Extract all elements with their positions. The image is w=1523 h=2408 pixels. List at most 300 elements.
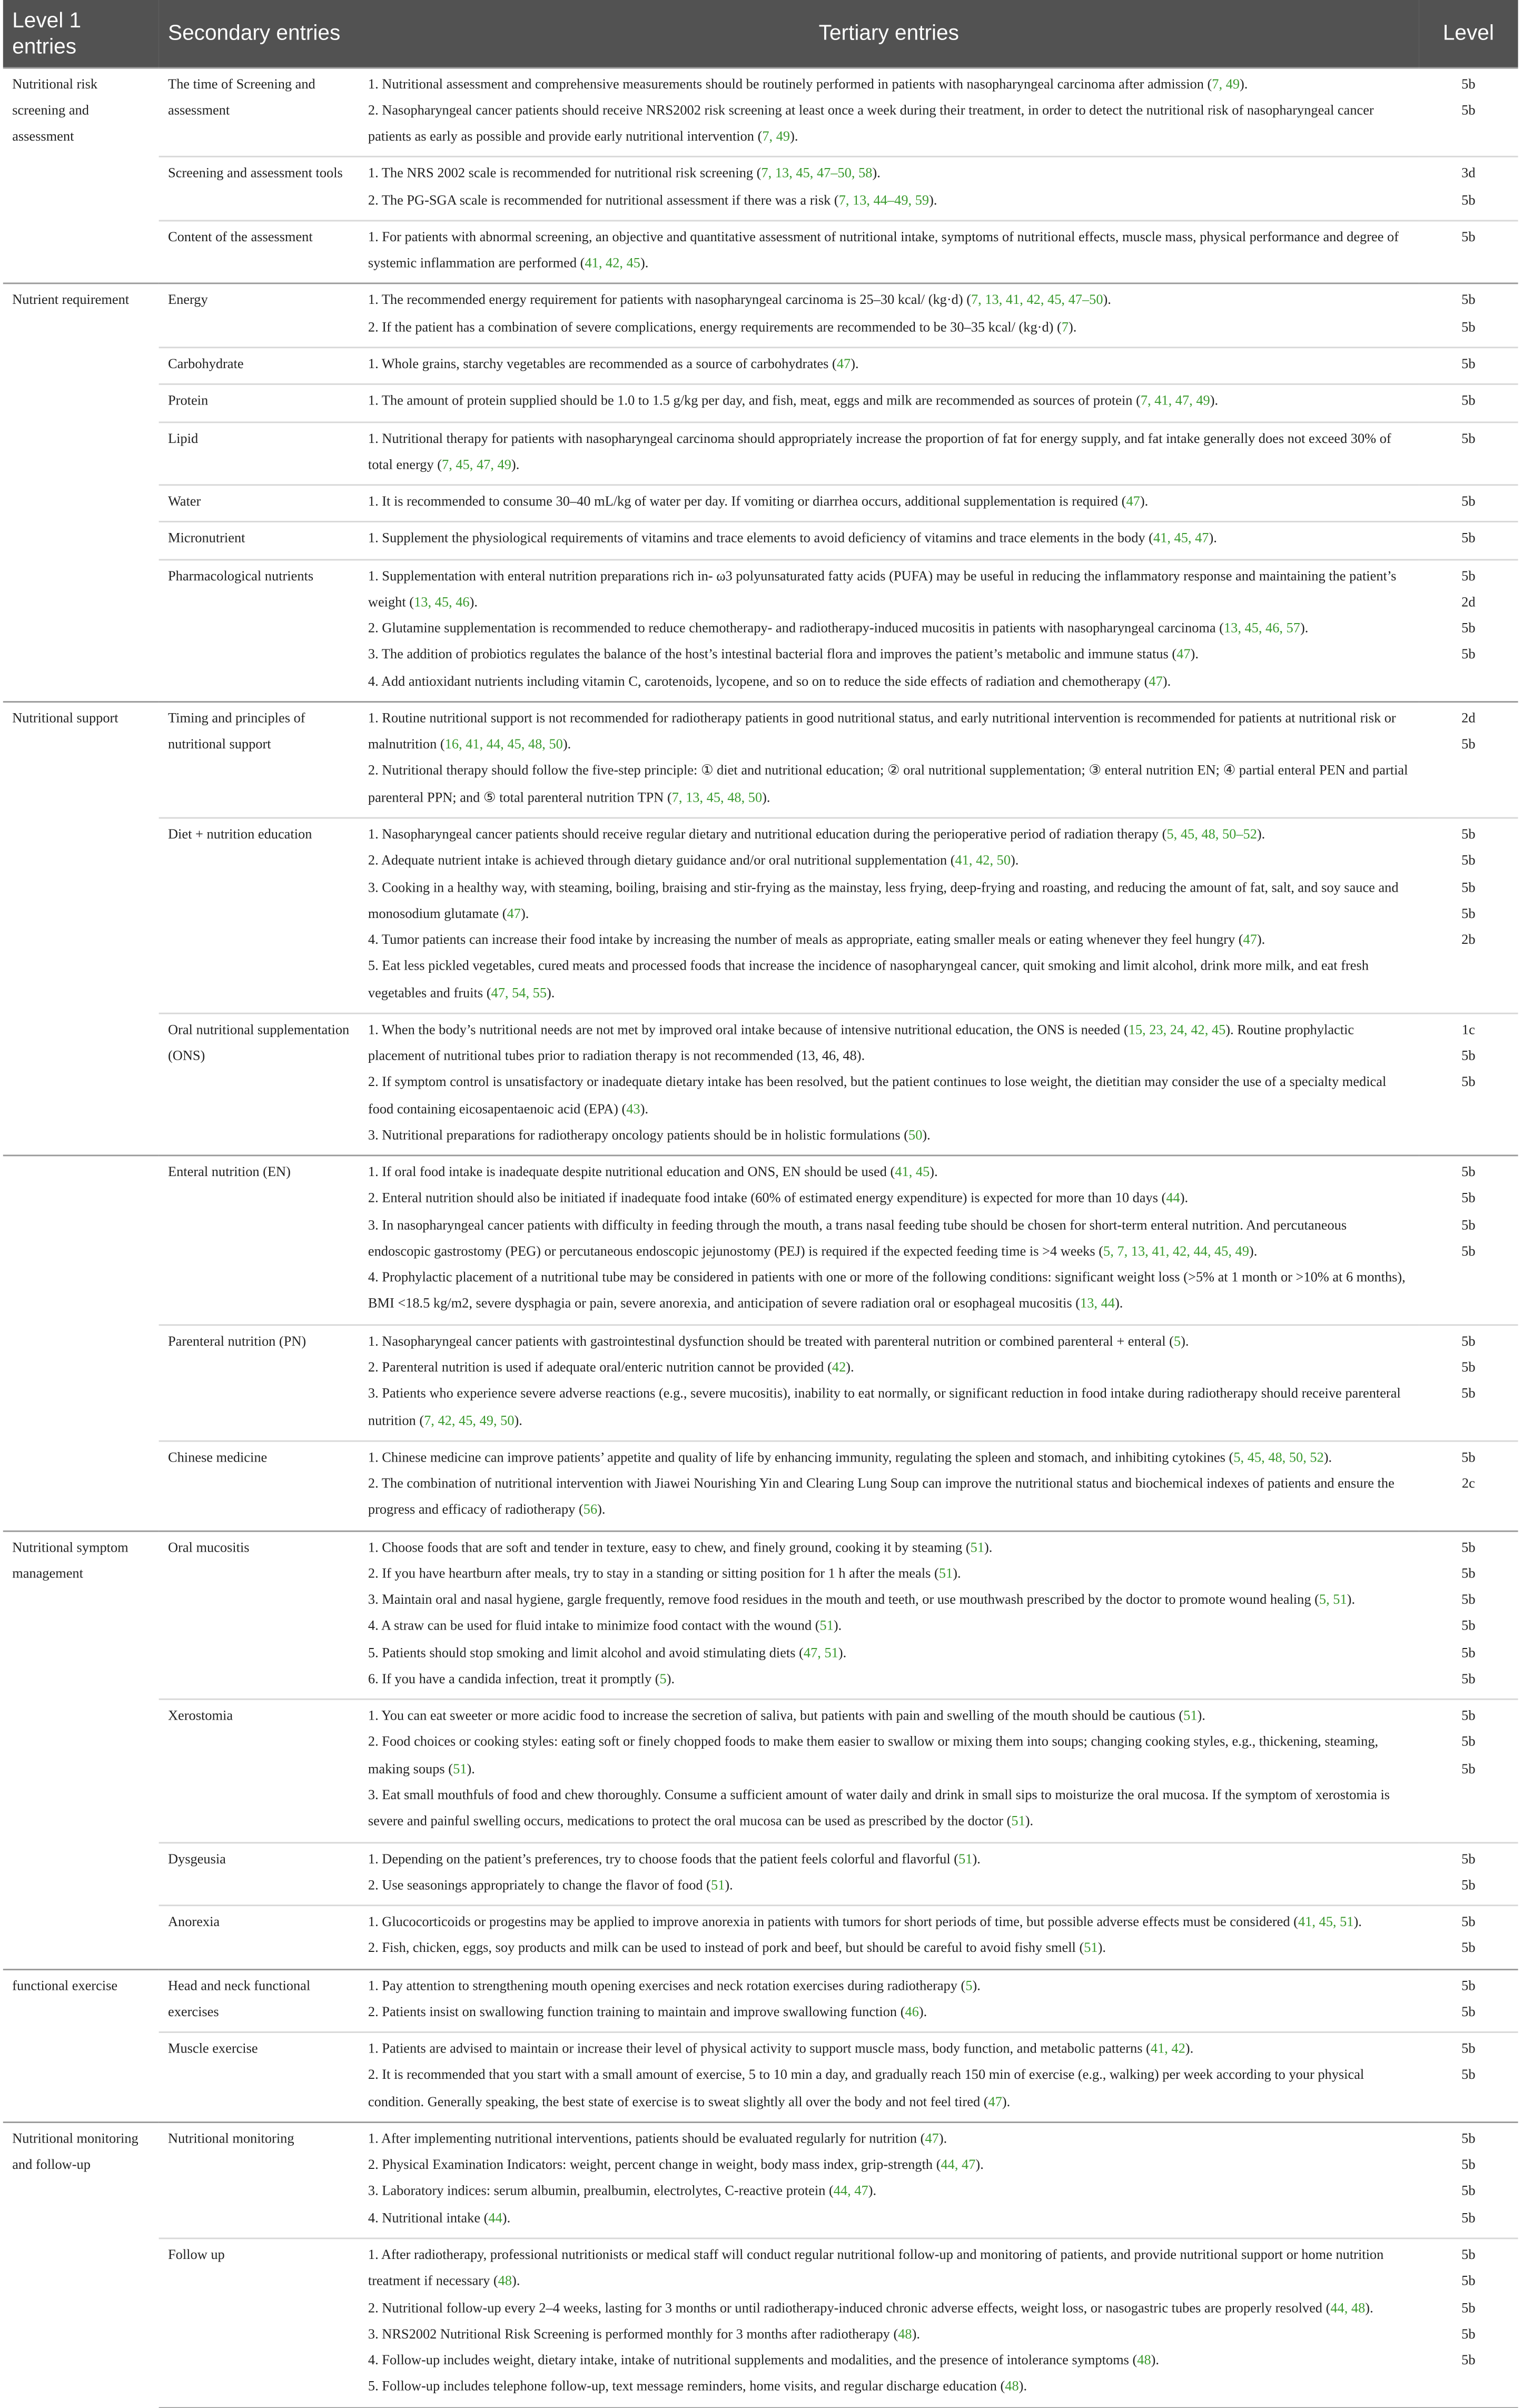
entry-text: 3. Cooking in a healthy way, with steaming, boiling, braising and stir-frying as the mainstay, less frying, deep-frying and roasting, and reducing the amount of fat, salt, and soy sauce and monosodium glutamate ( [368, 879, 1399, 921]
entry-text: 1. Patients are advised to maintain or increase their level of physical activity to support muscle mass, body function, and metabolic patterns ( [368, 2040, 1151, 2056]
secondary-cell: Enteral nutrition (EN) [159, 1156, 359, 1325]
entry-refs: 47 [836, 356, 851, 371]
level-cell [1419, 221, 1518, 284]
tertiary-cell [359, 818, 1419, 1013]
entry-refs: 7, 13, 45, 48, 50 [671, 789, 763, 805]
level-value: 5b [1461, 567, 1476, 583]
level-value: 5b [1461, 1449, 1476, 1465]
entry-text: 2. Physical Examination Indicators: weight, percent change in weight, body mass index, grip-strength ( [368, 2157, 941, 2173]
tertiary-cell [359, 2032, 1419, 2123]
level-value: 1c [1461, 1021, 1475, 1037]
tertiary-cell [359, 1325, 1419, 1441]
tertiary-entry [368, 1328, 1410, 1355]
level-value: 5b [1461, 1940, 1476, 1956]
table-row [3, 702, 1518, 818]
entry-end: ). [1069, 319, 1077, 334]
tertiary-entry [368, 288, 1410, 314]
entry-text: 4. A straw can be used for fluid intake to minimize food contact with the wound ( [368, 1618, 820, 1634]
tertiary-entry [368, 1936, 1410, 1962]
entry-end: ). [1365, 2299, 1373, 2315]
level-value: 5b [1461, 2067, 1476, 2083]
entry-end: ). [1197, 1708, 1205, 1723]
entry-text: 2. Nutritional therapy should follow the five-step principle: ① diet and nutritional education; ② oral nutritional supplementation; ③ enteral nutrition EN; ④ partial enteral PEN and partial parenteral PPN; and ⑤ total parenteral nutrition TPN ( [368, 763, 1408, 805]
tertiary-cell [359, 1156, 1419, 1325]
table-row [3, 221, 1518, 284]
entry-refs: 15, 23, 24, 42, 45 [1128, 1021, 1226, 1037]
level-value: 5b [1461, 826, 1476, 842]
entry-text: 1. Nasopharyngeal cancer patients with gastrointestinal dysfunction should be treated with parenteral nutrition or combined parenteral + enteral ( [368, 1333, 1174, 1348]
entry-refs: 5, 51 [1319, 1592, 1347, 1607]
level-cell [1419, 818, 1518, 1013]
tertiary-entry [368, 2321, 1410, 2347]
secondary-cell: Parenteral nutrition (PN) [159, 1325, 359, 1441]
level-value: 5b [1461, 1977, 1476, 1993]
table-row [3, 1842, 1518, 1905]
entry-text: 6. If you have a candida infection, treat it promptly ( [368, 1671, 660, 1686]
entry-text: 2. Patients insist on swallowing function training to maintain and improve swallowing function ( [368, 2004, 905, 2019]
level-value: 5b [1461, 1734, 1476, 1750]
entry-text: 2. The PG-SGA scale is recommended for nutritional assessment if there was a risk ( [368, 192, 839, 208]
tertiary-cell [359, 157, 1419, 220]
entry-refs: 47 [1243, 932, 1257, 948]
secondary-cell: Diet + nutrition education [159, 818, 359, 1013]
secondary-cell: Content of the assessment [159, 221, 359, 284]
level-value: 5b [1461, 1217, 1476, 1232]
entry-text: 1. Nutritional assessment and comprehensive measurements should be routinely performed in patients with nasopharyngeal carcinoma after admission ( [368, 75, 1212, 91]
tertiary-entry [368, 1160, 1410, 1186]
entry-end: ). [762, 789, 770, 805]
entry-refs: 51 [1084, 1940, 1098, 1956]
entry-text: 1. The recommended energy requirement for patients with nasopharyngeal carcinoma is 25–30 kcal/ (kg·d) ( [368, 292, 971, 308]
entry-end: ). [467, 1760, 475, 1776]
secondary-cell: Pharmacological nutrients [159, 559, 359, 702]
level-cell [1419, 384, 1518, 421]
secondary-cell: Muscle exercise [159, 2032, 359, 2123]
entry-refs: 41, 45 [895, 1164, 930, 1180]
entry-refs: 7 [1061, 319, 1069, 334]
tertiary-entry [368, 2126, 1410, 2153]
level1-cell [3, 1156, 159, 1531]
entry-text: 1. Pay attention to strengthening mouth opening exercises and neck rotation exercises during radiotherapy ( [368, 1977, 966, 1993]
tertiary-entry [368, 1999, 1410, 2026]
entry-end: ). [1190, 646, 1199, 662]
secondary-cell: Oral mucositis [159, 1531, 359, 1700]
tertiary-entry [368, 1534, 1410, 1561]
entry-end: ). [1300, 620, 1309, 636]
entry-refs: 47 [1126, 493, 1140, 509]
entry-refs: 44 [1166, 1190, 1180, 1206]
level-cell [1419, 559, 1518, 702]
tertiary-entry [368, 1846, 1410, 1872]
entry-end: ). [938, 2130, 947, 2146]
entry-refs: 51 [970, 1539, 985, 1555]
level-value: 5b [1461, 1592, 1476, 1607]
level-value: 5b [1461, 229, 1476, 244]
tertiary-entry [368, 1471, 1410, 1524]
tertiary-entry [368, 668, 1410, 695]
tertiary-entry [368, 642, 1410, 668]
entry-refs: 51 [710, 1877, 725, 1892]
entry-end: ). [1240, 75, 1248, 91]
tertiary-entry [368, 563, 1410, 616]
entry-text: 3. Eat small mouthfuls of food and chew thoroughly. Consume a sufficient amount of water daily and drink in small sips to moisturize the oral mucosa. If the symptom of xerostomia is severe and painful swelling occurs, medications to protect the oral mucosa can be used as prescribed by the doctor ( [368, 1787, 1390, 1829]
entry-refs: 5 [659, 1671, 667, 1686]
tertiary-cell [359, 284, 1419, 347]
secondary-cell: Timing and principles of nutritional support [159, 702, 359, 818]
entry-text: 2. If symptom control is unsatisfactory or inadequate dietary intake has been resolved, but the patient continues to lose weight, the dietitian may consider the use of a specialty medical food containing eicosapentaenoic acid (EPA) ( [368, 1074, 1387, 1116]
table-row [3, 1156, 1518, 1325]
level1-cell: Nutritional support [3, 702, 159, 1156]
level-value: 5b [1461, 1708, 1476, 1723]
level1-cell: functional exercise [3, 1969, 159, 2122]
level-value: 2d [1461, 594, 1476, 609]
table-row [3, 1969, 1518, 2032]
entry-end: ). [872, 165, 881, 181]
entry-refs: 16, 41, 44, 45, 48, 50 [444, 736, 563, 752]
entry-text: 1. Supplementation with enteral nutrition preparations rich in- ω3 polyunsaturated fatty acids (PUFA) may be useful in reducing the inflammatory response and maintaining the patient’s weight ( [368, 567, 1397, 609]
entry-end: ). [838, 1644, 847, 1660]
tertiary-entry [368, 1872, 1410, 1899]
entry-refs: 7, 42, 45, 49, 50 [424, 1412, 515, 1428]
entry-text: 1. After implementing nutritional interventions, patients should be evaluated regularly for nutrition ( [368, 2130, 925, 2146]
entry-refs: 56 [583, 1502, 598, 1517]
tertiary-entry [368, 1212, 1410, 1265]
table-row [3, 157, 1518, 220]
entry-refs: 47 [988, 2093, 1002, 2109]
secondary-cell: Protein [159, 384, 359, 421]
entry-refs: 13, 44 [1080, 1296, 1115, 1311]
entry-end: ). [1353, 1913, 1362, 1929]
entry-end: ). [1011, 852, 1019, 868]
secondary-cell: Nutritional monitoring [159, 2122, 359, 2238]
level-value: 5b [1461, 2183, 1476, 2199]
level-value: 5b [1461, 2299, 1476, 2315]
level-value: 2b [1461, 932, 1476, 948]
entry-end: ). [984, 1539, 993, 1555]
entry-end: ). [520, 905, 529, 921]
entry-text: 4. Add antioxidant nutrients including vitamin C, carotenoids, lycopene, and so on to reduce the side effects of radiation and chemotherapy ( [368, 673, 1149, 688]
secondary-cell: Follow up [159, 2238, 359, 2407]
level-cell [1419, 522, 1518, 559]
entry-text: 3. NRS2002 Nutritional Risk Screening is performed monthly for 3 months after radiotherapy ( [368, 2326, 898, 2342]
tertiary-cell [359, 348, 1419, 384]
entry-refs: 48 [1137, 2352, 1151, 2368]
table-body [3, 67, 1518, 2407]
secondary-cell: Oral nutritional supplementation (ONS) [159, 1013, 359, 1156]
table-row [3, 1441, 1518, 1531]
level-value: 5b [1461, 393, 1476, 409]
entry-text: 2. Nasopharyngeal cancer patients should receive NRS2002 risk screening at least once a week during their treatment, in order to detect the nutritional risk of nasopharyngeal cancer patients as early as possible and provide early nutritional intervention ( [368, 102, 1374, 144]
level-value: 5b [1461, 1243, 1476, 1259]
entry-text: 1. Nasopharyngeal cancer patients should receive regular dietary and nutritional education during the perioperative period of radiation therapy ( [368, 826, 1167, 842]
entry-text: 2. The combination of nutritional intervention with Jiawei Nourishing Yin and Clearing Lung Soup can improve the nutritional status and biochemical indexes of patients and ensure the progress and efficacy of radiotherapy ( [368, 1475, 1395, 1517]
entry-refs: 5 [965, 1977, 973, 1993]
tertiary-entry [368, 706, 1410, 758]
entry-end: ). [1185, 2040, 1194, 2056]
secondary-cell: Micronutrient [159, 522, 359, 559]
secondary-cell: Dysgeusia [159, 1842, 359, 1905]
entry-text: 2. Food choices or cooking styles: eating soft or finely chopped foods to make them easier to swallow or mixing them into soups; changing cooking styles, e.g., thickening, steaming, making soups ( [368, 1734, 1379, 1776]
entry-refs: 41, 42, 50 [955, 852, 1011, 868]
secondary-cell: Screening and assessment tools [159, 157, 359, 220]
level-value: 5b [1461, 1760, 1476, 1776]
entry-end: ). [1181, 1333, 1189, 1348]
level-cell [1419, 1325, 1518, 1441]
entry-text: 1. You can eat sweeter or more acidic food to increase the secretion of saliva, but patients with pain and swelling of the mouth should be cautious ( [368, 1708, 1184, 1723]
entry-end: ). [929, 192, 937, 208]
entry-text: 1. After radiotherapy, professional nutritionists or medical staff will conduct regular nutritional follow-up and monitoring of patients, and provide nutritional support or home nutrition treatment if necessary ( [368, 2246, 1384, 2288]
secondary-cell: Carbohydrate [159, 348, 359, 384]
entry-refs: 13, 45, 46 [414, 594, 470, 609]
entry-text: 1. The NRS 2002 scale is recommended for nutritional risk screening ( [368, 165, 762, 181]
entry-end: ). [502, 2209, 511, 2225]
entry-end: ). [1097, 1940, 1106, 1956]
entry-text: 1. When the body’s nutritional needs are not met by improved oral intake because of intensive nutritional education, the ONS is needed ( [368, 1021, 1129, 1037]
tertiary-entry [368, 1381, 1410, 1434]
entry-end: ). [597, 1502, 606, 1517]
entry-text: 1. Routine nutritional support is not recommended for radiotherapy patients in good nutritional status, and early nutritional intervention is recommended for patients at nutritional risk or malnutrition ( [368, 710, 1396, 752]
level-value: 5b [1461, 430, 1476, 446]
entry-refs: 42 [832, 1359, 846, 1375]
secondary-cell: Head and neck functional exercises [159, 1969, 359, 2032]
tertiary-cell [359, 1906, 1419, 1969]
tertiary-entry [368, 2295, 1410, 2321]
tertiary-entry [368, 2036, 1410, 2062]
entry-refs: 50 [908, 1127, 923, 1142]
entry-end: ). [1114, 1296, 1123, 1311]
level-value: 5b [1461, 102, 1476, 117]
tertiary-cell [359, 221, 1419, 284]
level-cell [1419, 284, 1518, 347]
entry-refs: 48 [898, 2326, 912, 2342]
entry-end: ). [469, 594, 478, 609]
tertiary-entry [368, 1070, 1410, 1122]
entry-end: ). [512, 2273, 520, 2288]
level-cell [1419, 421, 1518, 485]
entry-text: 2. If the patient has a combination of severe complications, energy requirements are recommended to be 30–35 kcal/ (kg·d) ( [368, 319, 1062, 334]
level-value: 5b [1461, 2209, 1476, 2225]
entry-end: ). [929, 1164, 938, 1180]
entry-end: ). [562, 736, 571, 752]
entry-refs: 51 [453, 1760, 467, 1776]
evidence-table [3, 0, 1518, 2408]
tertiary-cell [359, 522, 1419, 559]
tertiary-entry [368, 71, 1410, 97]
tertiary-entry [368, 1909, 1410, 1936]
entry-text: 2. Nutritional follow-up every 2–4 weeks, lasting for 3 months or until radiotherapy-induced chronic adverse effects, weight loss, or nasogastric tubes are properly resolved ( [368, 2299, 1331, 2315]
level-value: 5b [1461, 192, 1476, 208]
entry-text: 3. Nutritional preparations for radiotherapy oncology patients should be in holistic formulations ( [368, 1127, 909, 1142]
entry-text: 1. Choose foods that are soft and tender in texture, easy to chew, and finely ground, cooking it by steaming ( [368, 1539, 971, 1555]
entry-end: ). [1025, 1813, 1034, 1829]
level-cell [1419, 1441, 1518, 1531]
tertiary-entry [368, 1973, 1410, 1999]
level-cell [1419, 2032, 1518, 2123]
level-value: 5b [1461, 2157, 1476, 2173]
level-value: 5b [1461, 1333, 1476, 1348]
tertiary-cell [359, 1013, 1419, 1156]
table-row [3, 384, 1518, 421]
level-value: 5b [1461, 1539, 1476, 1555]
entry-text: 5. Eat less pickled vegetables, cured meats and processed foods that increase the incidence of nasopharyngeal cancer, quit smoking and limit alcohol, drink more milk, and eat fresh vegetables and fruits ( [368, 958, 1369, 1000]
level-value: 5b [1461, 1190, 1476, 1206]
table-row [3, 2238, 1518, 2407]
tertiary-entry [368, 2205, 1410, 2232]
entry-refs: 7, 13, 44–49, 59 [838, 192, 929, 208]
tertiary-cell [359, 1700, 1419, 1842]
level1-cell: Nutritional symptom management [3, 1531, 159, 1969]
entry-refs: 48 [1005, 2379, 1019, 2394]
entry-end: ). [666, 1671, 675, 1686]
entry-end: ). [640, 1100, 649, 1116]
tertiary-entry [368, 1265, 1410, 1318]
tertiary-entry [368, 1703, 1410, 1730]
entry-end: ). [1162, 673, 1171, 688]
tertiary-entry [368, 2347, 1410, 2374]
secondary-cell: Lipid [159, 421, 359, 485]
level-value: 5b [1461, 1074, 1476, 1090]
table-row [3, 2122, 1518, 2238]
tertiary-cell [359, 1969, 1419, 2032]
entry-refs: 13, 45, 46, 57 [1223, 620, 1300, 636]
entry-refs: 41, 42 [1150, 2040, 1185, 2056]
header-tertiary: Tertiary entries [359, 0, 1419, 67]
tertiary-cell [359, 559, 1419, 702]
level-value: 5b [1461, 852, 1476, 868]
level-value: 5b [1461, 356, 1476, 371]
tertiary-entry [368, 187, 1410, 214]
table-row [3, 284, 1518, 347]
level-value: 5b [1461, 2130, 1476, 2146]
entry-refs: 5, 7, 13, 41, 42, 44, 45, 49 [1103, 1243, 1249, 1259]
entry-text: 3. Patients who experience severe adverse reactions (e.g., severe mucositis), inability to eat normally, or significant reduction in food intake during radiotherapy should receive parenteral nutrition ( [368, 1386, 1401, 1428]
entry-end: ). [640, 255, 649, 271]
entry-text: 2. Adequate nutrient intake is achieved through dietary guidance and/or oral nutritional supplementation ( [368, 852, 955, 868]
level-value: 5b [1461, 1048, 1476, 1063]
level-value: 3d [1461, 165, 1476, 181]
level-cell [1419, 1906, 1518, 1969]
secondary-cell: Energy [159, 284, 359, 347]
table-row [3, 421, 1518, 485]
tertiary-entry [368, 351, 1410, 378]
table-row [3, 348, 1518, 384]
entry-end: ). [511, 456, 520, 472]
tertiary-entry [368, 2242, 1410, 2295]
entry-text: 2. It is recommended that you start with a small amount of exercise, 5 to 10 min a day, and gradually reach 150 min of exercise (e.g., walking) per week according to your physical condition. Generally speaking, the best state of exercise is to sweat slightly all over the body and not feel tired ( [368, 2067, 1364, 2109]
level-value: 5b [1461, 319, 1476, 334]
tertiary-cell [359, 1441, 1419, 1531]
entry-refs: 51 [958, 1850, 973, 1866]
level-value: 2c [1461, 1475, 1475, 1491]
level1-cell: Nutritional monitoring and follow-up [3, 2122, 159, 2407]
level-value: 5b [1461, 1913, 1476, 1929]
entry-refs: 46 [905, 2004, 919, 2019]
tertiary-entry [368, 1017, 1410, 1070]
level-cell [1419, 2238, 1518, 2407]
entry-text: 1. The amount of protein supplied should be 1.0 to 1.5 g/kg per day, and fish, meat, eggs and milk are recommended as sources of protein ( [368, 393, 1141, 409]
secondary-cell: The time of Screening and assessment [159, 67, 359, 157]
level-value: 5b [1461, 1164, 1476, 1180]
entry-refs: 47 [1149, 673, 1163, 688]
entry-end: ). [972, 1977, 981, 1993]
level-cell [1419, 485, 1518, 522]
entry-refs: 47, 54, 55 [491, 984, 547, 1000]
tertiary-entry [368, 1122, 1410, 1149]
entry-refs: 7, 13, 41, 42, 45, 47–50 [971, 292, 1103, 308]
entry-refs: 5, 45, 48, 50, 52 [1233, 1449, 1324, 1465]
tertiary-entry [368, 2374, 1410, 2401]
entry-refs: 47 [925, 2130, 939, 2146]
entry-end: ). [547, 984, 555, 1000]
tertiary-cell [359, 421, 1419, 485]
tertiary-entry [368, 1561, 1410, 1587]
entry-text: 2. Enteral nutrition should also be initiated if inadequate food intake (60% of estimated energy expenditure) is expected for more than 10 days ( [368, 1190, 1166, 1206]
level-value: 5b [1461, 530, 1476, 546]
entry-text: 1. For patients with abnormal screening, an objective and quantitative assessment of nutritional intake, symptoms of nutritional effects, muscle mass, physical performance and degree of systemic inflammation are performed ( [368, 229, 1399, 271]
entry-end: ). [1103, 292, 1111, 308]
level-value: 5b [1461, 1565, 1476, 1581]
header-secondary: Secondary entries [159, 0, 359, 67]
tertiary-entry [368, 1186, 1410, 1212]
level-value: 5b [1461, 1359, 1476, 1375]
header-row [3, 0, 1518, 67]
table-row [3, 67, 1518, 157]
entry-end: ). [1209, 530, 1217, 546]
tertiary-entry [368, 2062, 1410, 2115]
tertiary-cell [359, 384, 1419, 421]
level-cell [1419, 1842, 1518, 1905]
entry-end: ). [1347, 1592, 1356, 1607]
level-value: 5b [1461, 1618, 1476, 1634]
entry-refs: 44, 47 [833, 2183, 868, 2199]
entry-end: ). [918, 2004, 927, 2019]
tertiary-entry [368, 489, 1410, 515]
header-level1: Level 1 entries [3, 0, 159, 67]
entry-text: 2. Glutamine supplementation is recommended to reduce chemotherapy- and radiotherapy-induced mucositis in patients with nasopharyngeal carcinoma ( [368, 620, 1224, 636]
entry-refs: 51 [1011, 1813, 1025, 1829]
entry-text: 3. In nasopharyngeal cancer patients with difficulty in feeding through the mouth, a trans nasal feeding tube should be chosen for short-term enteral nutrition. And percutaneous endoscopic gastrostomy (PEG) or percutaneous endoscopic jejunostomy (PEJ) is required if the expected feeding time is >4 weeks ( [368, 1217, 1347, 1259]
entry-text: 4. Tumor patients can increase their food intake by increasing the number of meals as appropriate, eating smaller meals or eating whenever they feel hungry ( [368, 932, 1243, 948]
level-value: 5b [1461, 1877, 1476, 1892]
entry-text: 5. Follow-up includes telephone follow-up, text message reminders, home visits, and regular discharge education ( [368, 2379, 1005, 2394]
entry-refs: 51 [1183, 1708, 1198, 1723]
entry-refs: 43 [626, 1100, 640, 1116]
tertiary-entry [368, 1587, 1410, 1614]
entry-text: 4. Prophylactic placement of a nutritional tube may be considered in patients with one or more of the following conditions: significant weight loss (>5% at 1 month or >10% at 6 months), BMI <18.5 kg/m2, severe dysphagia or pain, severe anorexia, and anticipation of severe radiation oral or esophageal mucositis ( [368, 1269, 1406, 1311]
entry-refs: 7, 41, 47, 49 [1140, 393, 1210, 409]
entry-end: ). [972, 1850, 981, 1866]
tertiary-entry [368, 2179, 1410, 2205]
tertiary-cell [359, 1531, 1419, 1700]
entry-refs: 44, 48 [1330, 2299, 1366, 2315]
secondary-cell: Xerostomia [159, 1700, 359, 1842]
tertiary-cell [359, 1842, 1419, 1905]
secondary-cell: Water [159, 485, 359, 522]
level-value: 5b [1461, 2040, 1476, 2056]
entry-text: 3. Maintain oral and nasal hygiene, gargle frequently, remove food residues in the mouth and teeth, or use mouthwash prescribed by the doctor to promote wound healing ( [368, 1592, 1319, 1607]
level-value: 5b [1461, 292, 1476, 308]
entry-text: 2. Use seasonings appropriately to change the flavor of food ( [368, 1877, 711, 1892]
entry-end: ). [1323, 1449, 1332, 1465]
entry-text: 3. Laboratory indices: serum albumin, prealbumin, electrolytes, C-reactive protein ( [368, 2183, 834, 2199]
entry-text: 2. If you have heartburn after meals, try to stay in a standing or sitting position for 1 h after the meals ( [368, 1565, 939, 1581]
level-value: 5b [1461, 905, 1476, 921]
table-row [3, 1700, 1518, 1842]
level-cell [1419, 1700, 1518, 1842]
entry-refs: 47, 51 [803, 1644, 838, 1660]
level-value: 5b [1461, 1850, 1476, 1866]
secondary-cell: Anorexia [159, 1906, 359, 1969]
